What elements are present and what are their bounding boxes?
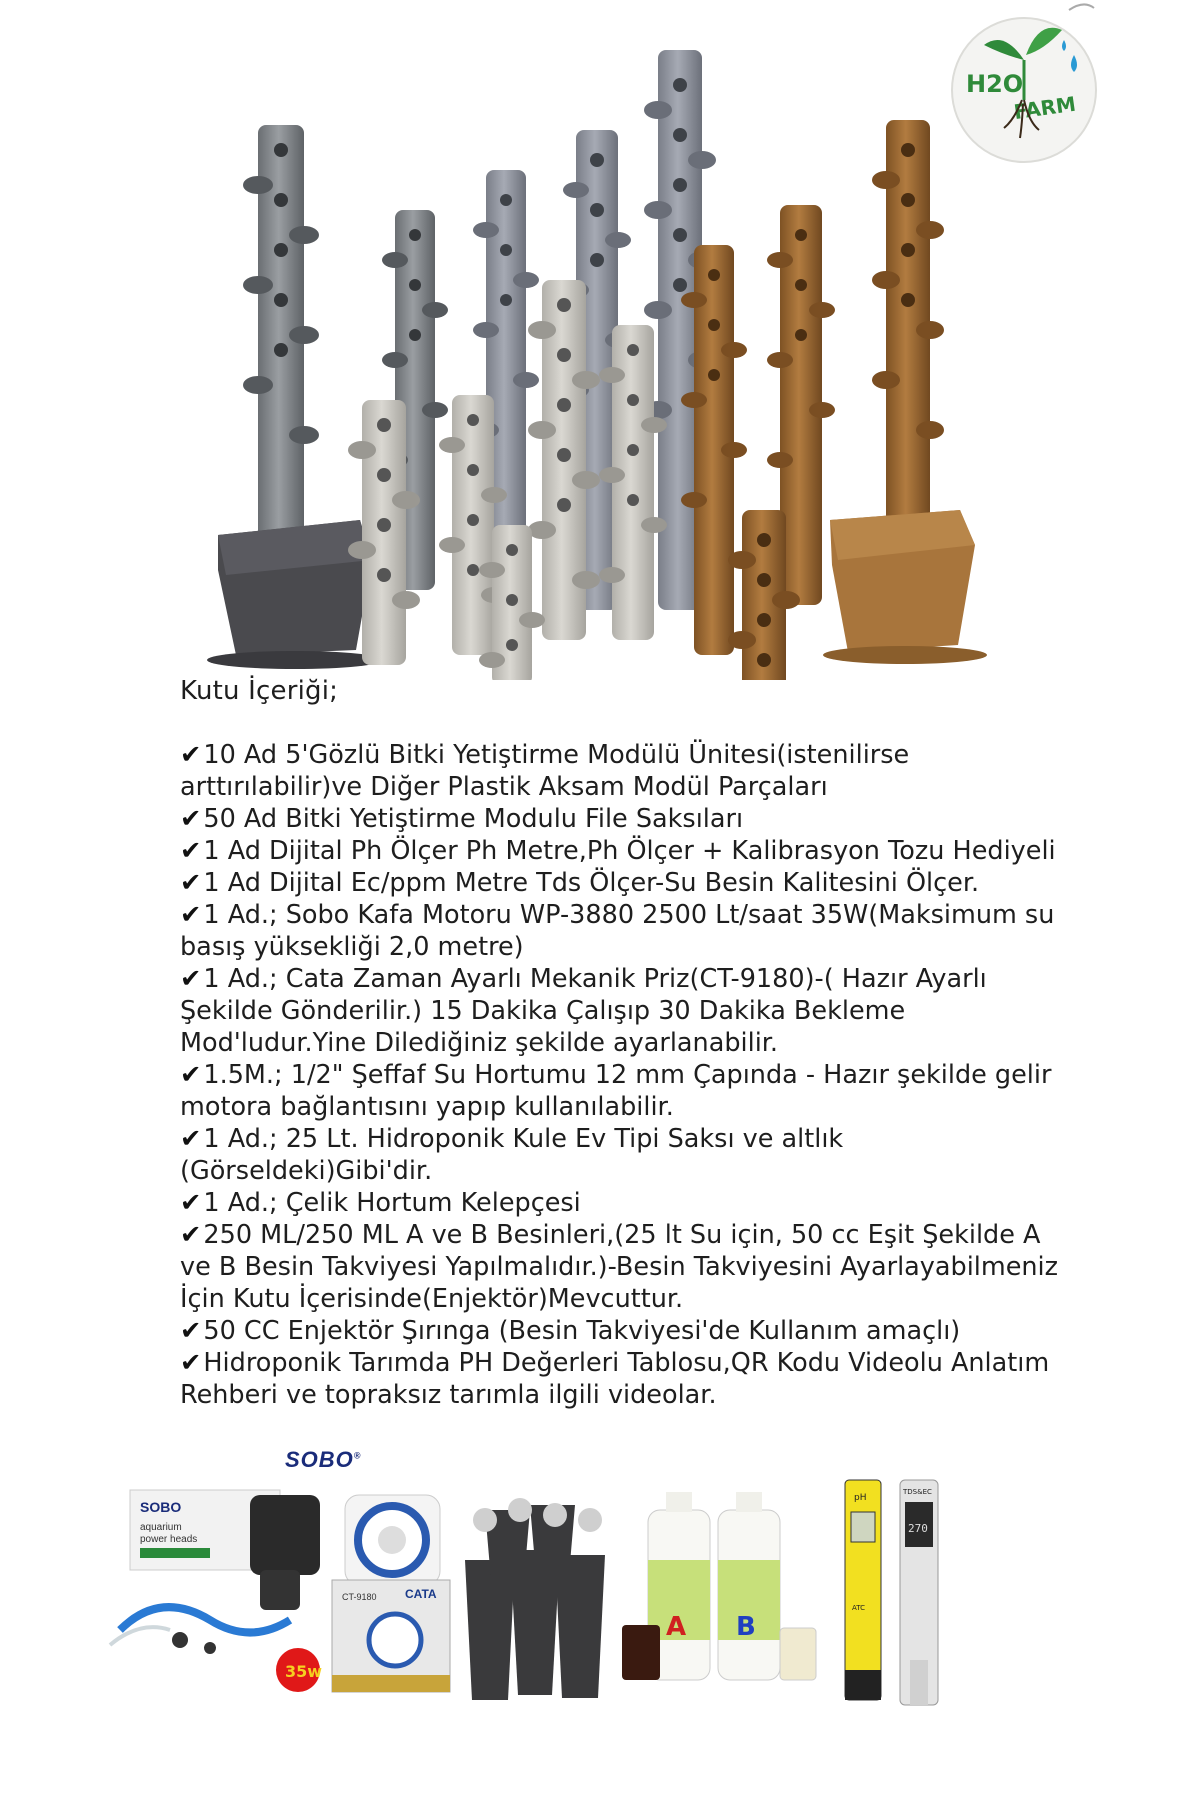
box-contents-item-text: Hidroponik Tarımda PH Değerleri Tablosu,QR Kodu Videolu Anlatım Rehberi ve topraksız tarımla ilgili videolar. xyxy=(180,1348,1050,1410)
sobo-box-brand: SOBO xyxy=(140,1499,182,1515)
check-icon: ✔ xyxy=(180,964,202,994)
cata-timer-product xyxy=(332,1495,450,1692)
h2o-farm-logo xyxy=(944,0,1104,170)
check-icon: ✔ xyxy=(180,740,202,770)
svg-text:ATC: ATC xyxy=(852,1604,865,1612)
check-icon: ✔ xyxy=(180,900,202,930)
check-icon: ✔ xyxy=(180,1348,202,1378)
box-contents-section xyxy=(180,675,1060,1411)
box-contents-item-text: 1 Ad Dijital Ec/ppm Metre Tds Ölçer-Su Besin Kalitesini Ölçer. xyxy=(203,868,980,898)
bottle-a-label: A xyxy=(666,1612,687,1642)
box-contents-item xyxy=(180,1059,1060,1123)
tower-brown-tall xyxy=(872,120,944,540)
sobo-pump-product xyxy=(110,1490,322,1692)
check-icon: ✔ xyxy=(180,1188,202,1218)
box-contents-item-text: 1 Ad.; 25 Lt. Hidroponik Kule Ev Tipi Saksı ve altlık (Görseldeki)Gibi'dir. xyxy=(180,1124,844,1186)
bottle-b-label: B xyxy=(736,1612,756,1642)
svg-text:270: 270 xyxy=(908,1522,928,1535)
check-icon: ✔ xyxy=(180,1220,202,1250)
included-products-image xyxy=(100,1470,1140,1720)
check-icon: ✔ xyxy=(180,868,202,898)
box-contents-item xyxy=(180,803,1060,835)
svg-text:power heads: power heads xyxy=(140,1534,198,1545)
box-contents-item-text: 50 CC Enjektör Şırınga (Besin Takviyesi'de Kullanım amaçlı) xyxy=(203,1316,961,1346)
svg-text:CATA: CATA xyxy=(405,1587,437,1601)
box-contents-item xyxy=(180,1315,1060,1347)
check-icon: ✔ xyxy=(180,1124,202,1154)
check-icon: ✔ xyxy=(180,804,202,834)
box-contents-item-text: 250 ML/250 ML A ve B Besinleri,(25 lt Su için, 50 cc Eşit Şekilde A ve B Besin Takviyesi Yapılmalıdır.)-Besin Takviyesini Ayarlayabilmeniz İçin Kutu İçerisinde(Enjektör)Mevcuttur. xyxy=(180,1220,1059,1314)
box-contents-item-text: 1 Ad.; Sobo Kafa Motoru WP-3880 2500 Lt/saat 35W(Maksimum su basış yüksekliği 2,0 metre) xyxy=(180,900,1055,962)
tds-meter-product xyxy=(900,1480,938,1705)
svg-text:CT-9180: CT-9180 xyxy=(342,1592,377,1602)
box-contents-list xyxy=(180,739,1060,1411)
box-contents-item xyxy=(180,963,1060,1059)
ph-meter-product xyxy=(845,1480,881,1700)
box-contents-item xyxy=(180,1347,1060,1411)
box-contents-item xyxy=(180,739,1060,803)
box-contents-item xyxy=(180,1123,1060,1187)
power-badge: 35w xyxy=(285,1662,323,1681)
box-contents-item xyxy=(180,1219,1060,1315)
logo-text-h2o: H2O xyxy=(966,70,1024,98)
box-contents-heading: Kutu İçeriği; xyxy=(180,676,339,706)
svg-text:pH: pH xyxy=(854,1493,867,1503)
box-contents-item xyxy=(180,835,1060,867)
svg-text:aquarium: aquarium xyxy=(140,1522,182,1533)
pot-brown xyxy=(823,510,987,664)
box-contents-item xyxy=(180,1187,1060,1219)
sobo-brand-label: SOBO® xyxy=(285,1447,362,1472)
tower-gray-pot xyxy=(243,125,319,545)
check-icon: ✔ xyxy=(180,1060,202,1090)
box-contents-item-text: 1 Ad.; Çelik Hortum Kelepçesi xyxy=(203,1188,581,1218)
box-contents-item-text: 10 Ad 5'Gözlü Bitki Yetiştirme Modülü Ünitesi(istenilirse arttırılabilir)ve Diğer Plastik Aksam Modül Parçaları xyxy=(180,740,910,802)
box-contents-item-text: 1 Ad.; Cata Zaman Ayarlı Mekanik Priz(CT-9180)-( Hazır Ayarlı Şekilde Gönderilir.) 15 Dakika Çalışıp 30 Dakika Bekleme Mod'ludur.Yine Dilediğiniz şekilde ayarlanabilir. xyxy=(180,964,987,1058)
box-contents-item-text: 1 Ad Dijital Ph Ölçer Ph Metre,Ph Ölçer + Kalibrasyon Tozu Hediyeli xyxy=(203,836,1056,866)
svg-text:TDS&EC: TDS&EC xyxy=(903,1488,932,1496)
check-icon: ✔ xyxy=(180,836,202,866)
box-contents-item xyxy=(180,867,1060,899)
nutrient-bottles-product xyxy=(622,1492,816,1680)
logo-text-farm: FARM xyxy=(1012,91,1078,125)
box-contents-item-text: 50 Ad Bitki Yetiştirme Modulu File Saksıları xyxy=(203,804,744,834)
net-pots-product xyxy=(465,1498,605,1700)
box-contents-item-text: 1.5M.; 1/2" Şeffaf Su Hortumu 12 mm Çapında - Hazır şekilde gelir motora bağlantısını yapıp kullanılabilir. xyxy=(180,1060,1052,1122)
box-contents-item xyxy=(180,899,1060,963)
check-icon: ✔ xyxy=(180,1316,202,1346)
